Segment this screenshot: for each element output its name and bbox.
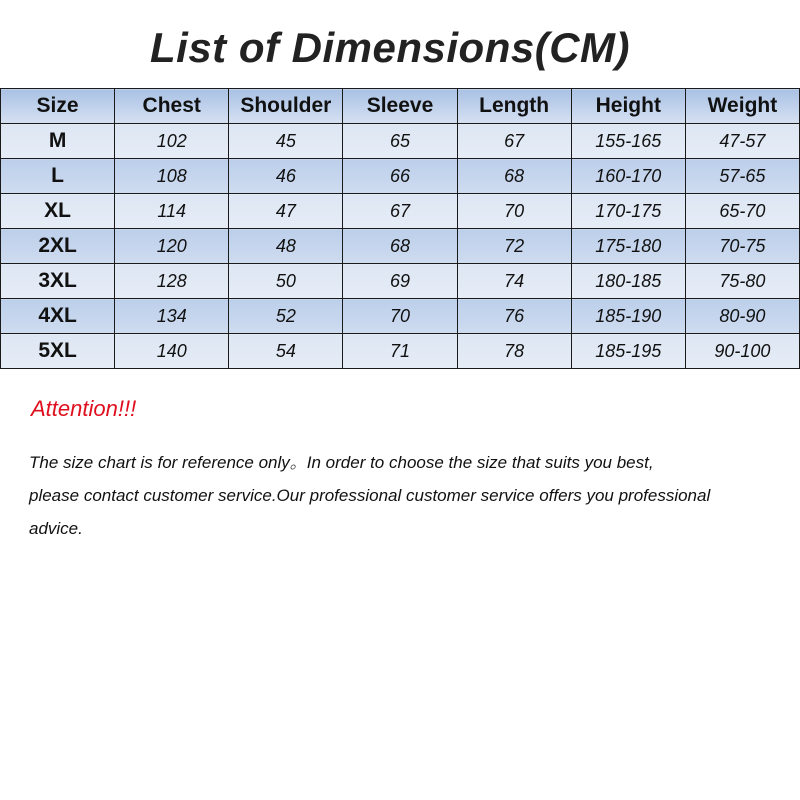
size-note-line: The size chart is for reference only。In order to choose the size that suits you best, — [29, 453, 654, 472]
cell-weight: 70-75 — [685, 229, 799, 264]
cell-shoulder: 46 — [229, 159, 343, 194]
table-row — [1, 124, 800, 159]
cell-weight: 47-57 — [685, 124, 799, 159]
attention-heading: Attention!!! — [31, 396, 137, 421]
cell-shoulder: 45 — [229, 124, 343, 159]
table-row — [1, 299, 800, 334]
table-row — [1, 334, 800, 369]
size-note-line: advice. — [29, 519, 83, 538]
cell-sleeve: 68 — [343, 229, 457, 264]
cell-shoulder: 50 — [229, 264, 343, 299]
cell-length: 76 — [457, 299, 571, 334]
page-title: List of Dimensions(CM) — [150, 24, 630, 71]
cell-length: 67 — [457, 124, 571, 159]
cell-chest: 140 — [115, 334, 229, 369]
cell-length: 72 — [457, 229, 571, 264]
header-weight: Weight — [685, 89, 799, 124]
header-sleeve: Sleeve — [343, 89, 457, 124]
cell-shoulder: 52 — [229, 299, 343, 334]
cell-weight: 65-70 — [685, 194, 799, 229]
cell-height: 185-190 — [571, 299, 685, 334]
cell-shoulder: 48 — [229, 229, 343, 264]
cell-weight: 90-100 — [685, 334, 799, 369]
table-row — [1, 264, 800, 299]
cell-weight: 80-90 — [685, 299, 799, 334]
table-row — [1, 229, 800, 264]
cell-chest: 102 — [115, 124, 229, 159]
cell-sleeve: 65 — [343, 124, 457, 159]
cell-sleeve: 69 — [343, 264, 457, 299]
cell-length: 74 — [457, 264, 571, 299]
cell-height: 185-195 — [571, 334, 685, 369]
cell-height: 180-185 — [571, 264, 685, 299]
cell-size: 2XL — [1, 229, 115, 264]
cell-chest: 108 — [115, 159, 229, 194]
header-size: Size — [1, 89, 115, 124]
cell-sleeve: 71 — [343, 334, 457, 369]
cell-size: 5XL — [1, 334, 115, 369]
header-length: Length — [457, 89, 571, 124]
cell-sleeve: 67 — [343, 194, 457, 229]
table-row — [1, 159, 800, 194]
cell-weight: 57-65 — [685, 159, 799, 194]
cell-chest: 120 — [115, 229, 229, 264]
cell-shoulder: 54 — [229, 334, 343, 369]
table-row — [1, 194, 800, 229]
cell-shoulder: 47 — [229, 194, 343, 229]
cell-length: 78 — [457, 334, 571, 369]
cell-height: 175-180 — [571, 229, 685, 264]
cell-length: 68 — [457, 159, 571, 194]
size-note-line: please contact customer service.Our professional customer service offers you professional — [29, 486, 711, 505]
cell-size: XL — [1, 194, 115, 229]
cell-chest: 128 — [115, 264, 229, 299]
cell-length: 70 — [457, 194, 571, 229]
cell-size: 3XL — [1, 264, 115, 299]
cell-sleeve: 66 — [343, 159, 457, 194]
size-note — [29, 446, 779, 545]
cell-height: 160-170 — [571, 159, 685, 194]
cell-height: 170-175 — [571, 194, 685, 229]
header-height: Height — [571, 89, 685, 124]
cell-sleeve: 70 — [343, 299, 457, 334]
cell-size: 4XL — [1, 299, 115, 334]
cell-chest: 114 — [115, 194, 229, 229]
cell-height: 155-165 — [571, 124, 685, 159]
cell-weight: 75-80 — [685, 264, 799, 299]
table-header-row — [1, 89, 800, 124]
header-shoulder: Shoulder — [229, 89, 343, 124]
cell-size: L — [1, 159, 115, 194]
header-chest: Chest — [115, 89, 229, 124]
size-chart-table — [0, 88, 800, 369]
cell-chest: 134 — [115, 299, 229, 334]
cell-size: M — [1, 124, 115, 159]
